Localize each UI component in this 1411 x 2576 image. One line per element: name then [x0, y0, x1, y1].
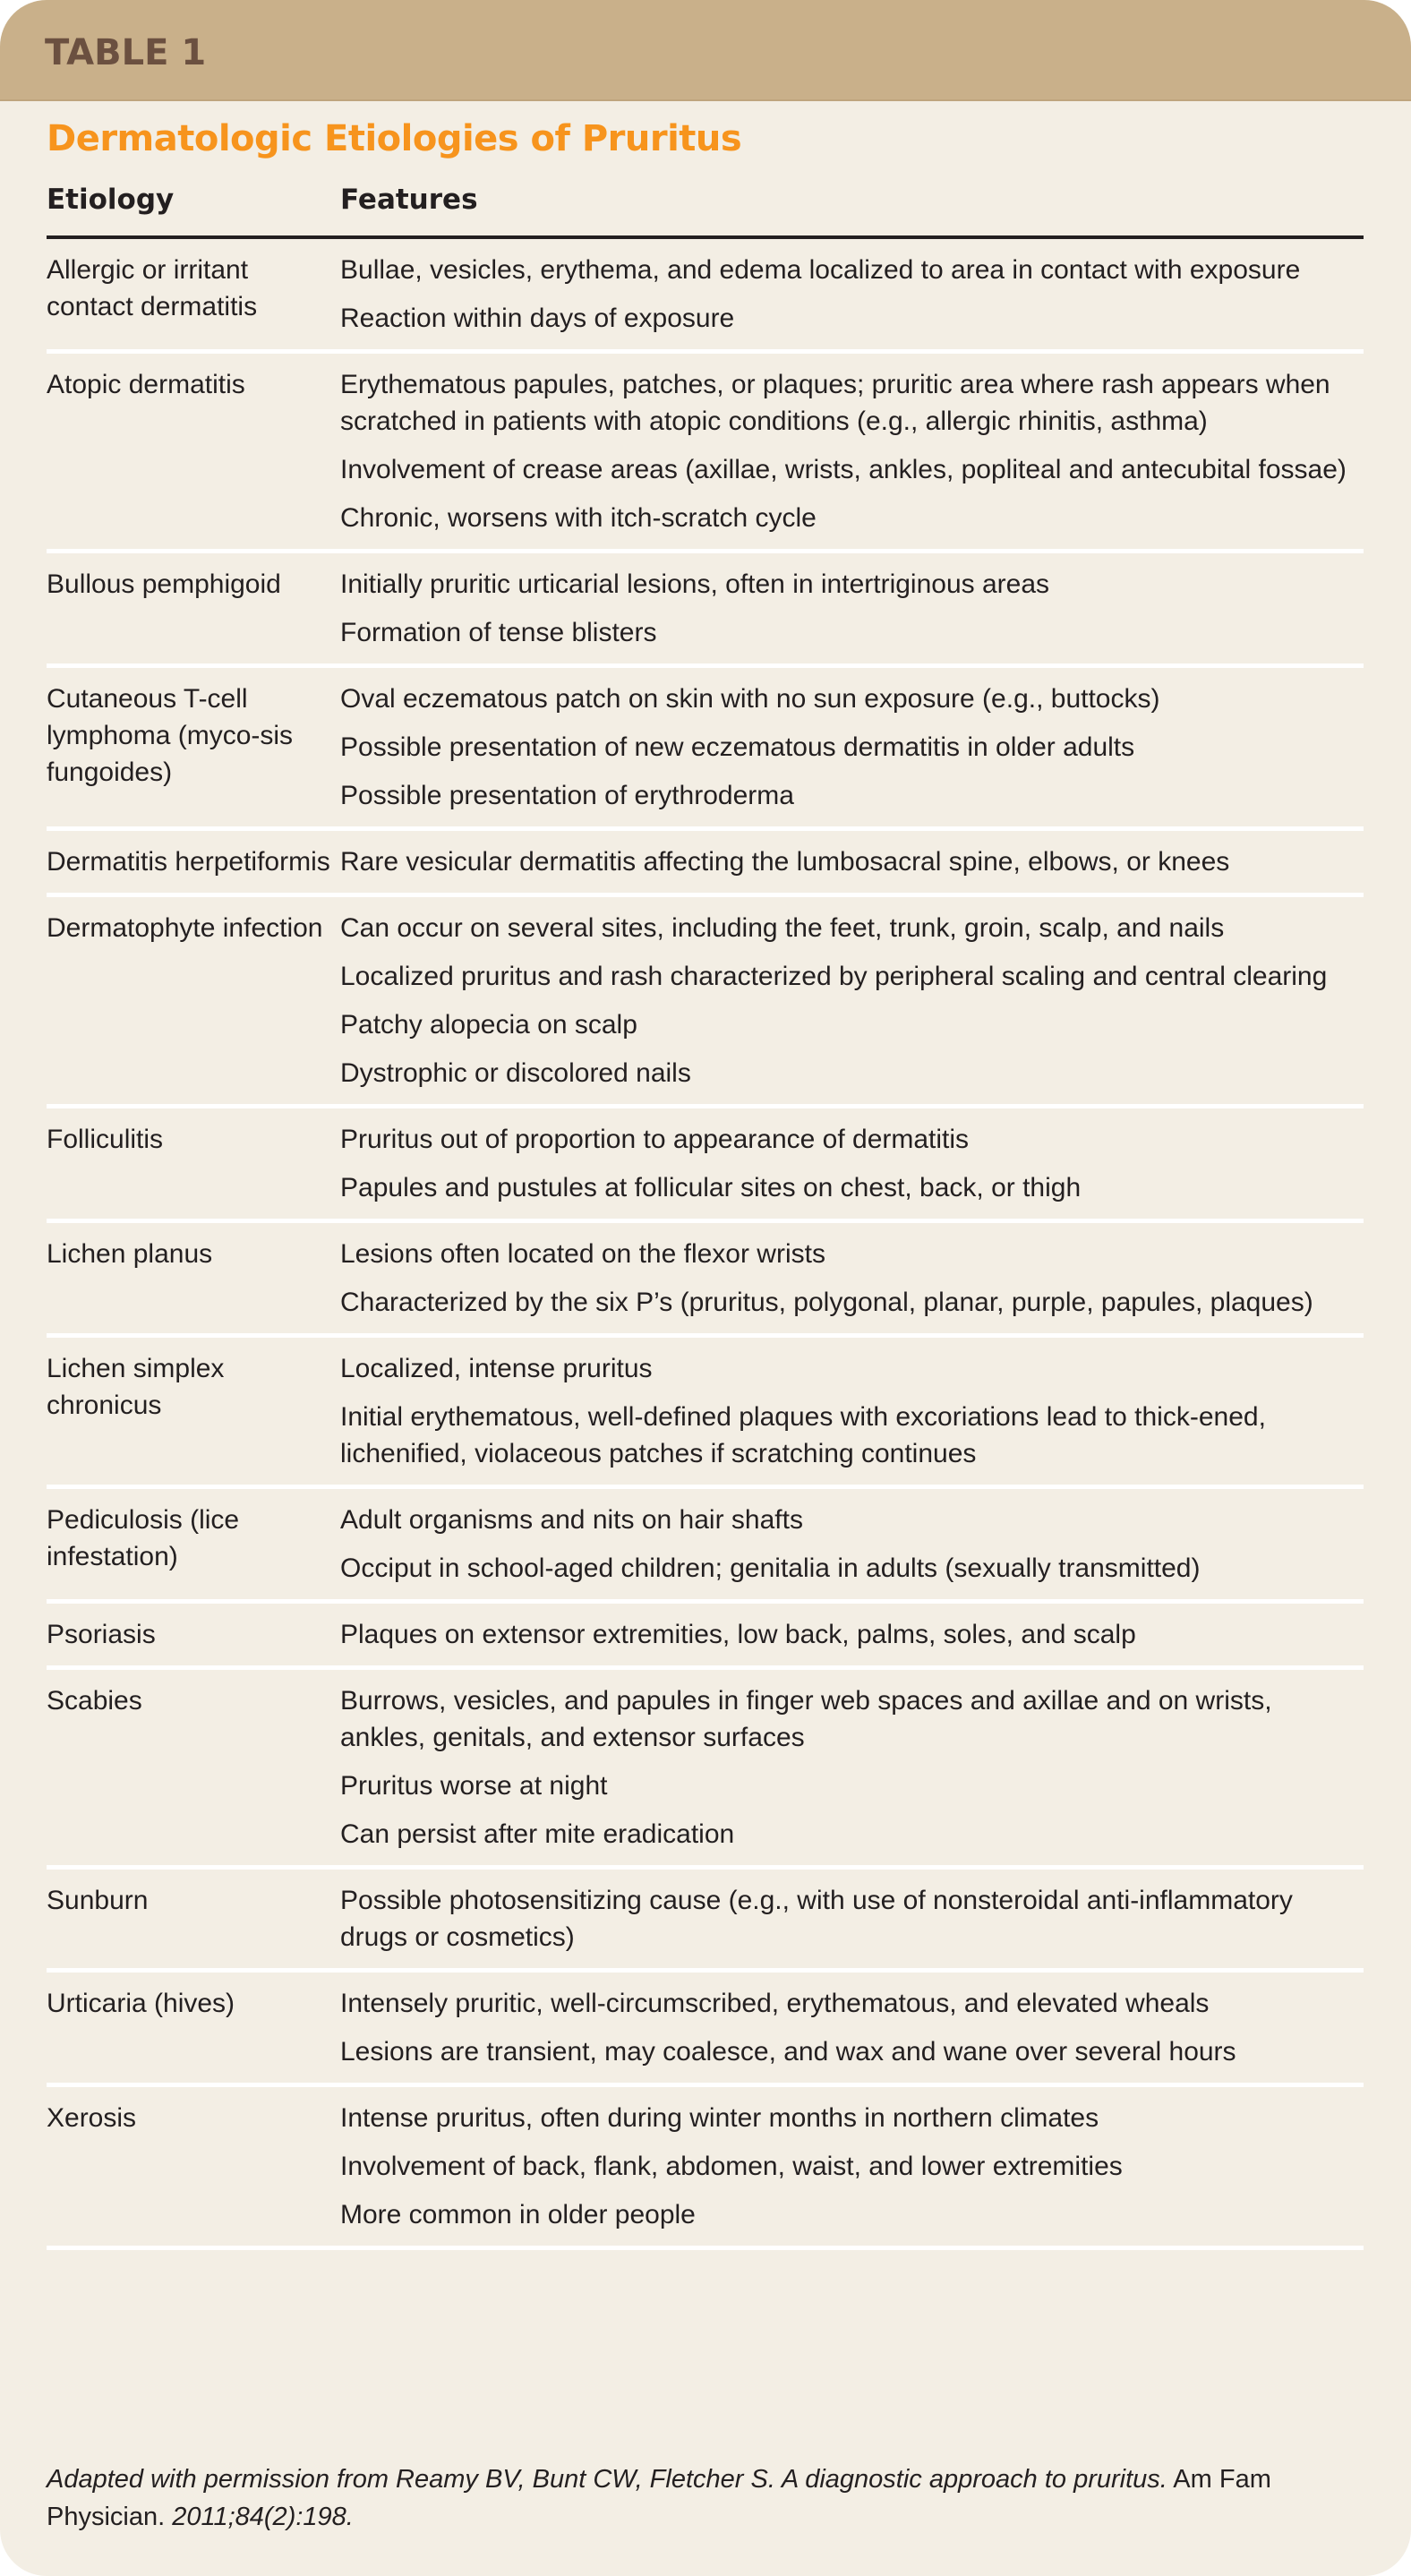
feature-item: Possible photosensitizing cause (e.g., with use of nonsteroidal anti-inflammatory drugs or cosmetics)	[340, 1886, 1293, 1952]
table-row	[47, 354, 1364, 553]
table-row	[47, 553, 1364, 668]
feature-item: Initially pruritic urticarial lesions, often in intertriginous areas	[340, 569, 1050, 599]
table-row	[47, 1489, 1364, 1604]
features-cell	[340, 1985, 1364, 2070]
features-cell	[340, 910, 1364, 1091]
feature-item: Formation of tense blisters	[340, 618, 657, 647]
etiology-cell: Lichen simplex chronicus	[47, 1354, 225, 1420]
feature-item: Rare vesicular dermatitis affecting the lumbosacral spine, elbows, or knees	[340, 847, 1230, 877]
footnote-citation: Adapted with permission from Reamy BV, Bunt CW, Fletcher S. A diagnostic approach to pruritus.	[47, 2465, 1167, 2494]
etiology-cell: Sunburn	[47, 1886, 149, 1915]
feature-item: Localized, intense pruritus	[340, 1354, 653, 1383]
etiology-cell: Atopic dermatitis	[47, 370, 245, 399]
table-row	[47, 1670, 1364, 1870]
features-cell	[340, 366, 1364, 536]
feature-item: Plaques on extensor extremities, low back, palms, soles, and scalp	[340, 1620, 1136, 1649]
feature-item: Pruritus out of proportion to appearance of dermatitis	[340, 1125, 970, 1154]
etiology-cell: Psoriasis	[47, 1620, 156, 1649]
table-row	[47, 831, 1364, 897]
features-cell	[340, 1236, 1364, 1321]
feature-item: Involvement of crease areas (axillae, wrists, ankles, popliteal and antecubital fossae)	[340, 455, 1347, 484]
features-cell	[340, 1682, 1364, 1853]
feature-item: Localized pruritus and rash characterized by peripheral scaling and central clearing	[340, 962, 1328, 991]
feature-item: Patchy alopecia on scalp	[340, 1010, 637, 1040]
feature-item: Chronic, worsens with itch-scratch cycle	[340, 503, 817, 533]
features-cell	[340, 1882, 1364, 1956]
table-row	[47, 668, 1364, 831]
feature-item: Initial erythematous, well-defined plaques with excoriations lead to thick-ened, lichenified, violaceous patches if scratching continues	[340, 1402, 1266, 1468]
table-row	[47, 1223, 1364, 1338]
etiology-cell: Cutaneous T-cell lymphoma (myco-sis fungoides)	[47, 684, 294, 787]
table-row	[47, 1604, 1364, 1670]
feature-item: Can occur on several sites, including the feet, trunk, groin, scalp, and nails	[340, 913, 1225, 943]
etiology-cell: Dermatophyte infection	[47, 913, 323, 943]
column-header-features: Features	[340, 184, 478, 216]
table-number-label: TABLE 1	[45, 32, 207, 73]
feature-item: Lesions often located on the flexor wrists	[340, 1239, 825, 1269]
features-cell	[340, 1121, 1364, 1206]
table-row	[47, 239, 1364, 354]
features-cell	[340, 680, 1364, 814]
feature-item: Adult organisms and nits on hair shafts	[340, 1505, 803, 1535]
feature-item: Bullae, vesicles, erythema, and edema localized to area in contact with exposure	[340, 255, 1301, 285]
column-header-etiology: Etiology	[47, 184, 175, 216]
etiology-cell: Folliculitis	[47, 1125, 164, 1154]
features-cell	[340, 1616, 1364, 1653]
etiology-cell: Allergic or irritant contact dermatitis	[47, 255, 258, 321]
feature-item: Reaction within days of exposure	[340, 304, 735, 333]
feature-item: Pruritus worse at night	[340, 1771, 608, 1801]
etiology-cell: Bullous pemphigoid	[47, 569, 281, 599]
features-cell	[340, 843, 1364, 880]
feature-item: Characterized by the six P’s (pruritus, polygonal, planar, purple, papules, plaques)	[340, 1288, 1313, 1317]
feature-item: More common in older people	[340, 2200, 696, 2229]
table-row	[47, 1973, 1364, 2087]
table-row	[47, 1870, 1364, 1973]
etiology-cell: Urticaria (hives)	[47, 1989, 235, 2018]
table-row	[47, 897, 1364, 1108]
feature-item: Burrows, vesicles, and papules in finger web spaces and axillae and on wrists, ankles, genitals, and extensor surfaces	[340, 1686, 1272, 1752]
source-footnote	[47, 2460, 1364, 2536]
feature-item: Possible presentation of new eczematous dermatitis in older adults	[340, 732, 1135, 762]
feature-item: Dystrophic or discolored nails	[340, 1058, 691, 1088]
etiology-cell: Lichen planus	[47, 1239, 213, 1269]
footnote-volume: 2011;84(2):198.	[165, 2503, 354, 2531]
features-cell	[340, 252, 1364, 337]
etiology-cell: Dermatitis herpetiformis	[47, 847, 330, 877]
feature-item: Oval eczematous patch on skin with no sun exposure (e.g., buttocks)	[340, 684, 1160, 714]
footnote-journal: Am Fam Physician.	[47, 2465, 1271, 2531]
features-cell	[340, 1350, 1364, 1472]
feature-item: Involvement of back, flank, abdomen, waist, and lower extremities	[340, 2152, 1123, 2181]
feature-item: Intense pruritus, often during winter months in northern climates	[340, 2103, 1099, 2133]
features-cell	[340, 566, 1364, 651]
table-row	[47, 2087, 1364, 2250]
table-row	[47, 1338, 1364, 1489]
etiology-cell: Xerosis	[47, 2103, 137, 2133]
table-body	[47, 239, 1364, 2250]
feature-item: Can persist after mite eradication	[340, 1819, 735, 1849]
features-cell	[340, 1502, 1364, 1587]
table-row	[47, 1108, 1364, 1223]
feature-item: Lesions are transient, may coalesce, and wax and wane over several hours	[340, 2037, 1236, 2067]
etiology-cell: Pediculosis (lice infestation)	[47, 1505, 240, 1571]
table-header-bar	[0, 0, 1411, 101]
etiology-cell: Scabies	[47, 1686, 142, 1716]
feature-item: Erythematous papules, patches, or plaques; pruritic area where rash appears when scratched in patients with atopic conditions (e.g., allergic rhinitis, asthma)	[340, 370, 1330, 436]
feature-item: Papules and pustules at follicular sites on chest, back, or thigh	[340, 1173, 1082, 1202]
features-cell	[340, 2100, 1364, 2233]
table-title: Dermatologic Etiologies of Pruritus	[47, 118, 742, 159]
feature-item: Possible presentation of erythroderma	[340, 781, 794, 810]
feature-item: Occiput in school-aged children; genitalia in adults (sexually transmitted)	[340, 1553, 1201, 1583]
feature-item: Intensely pruritic, well-circumscribed, erythematous, and elevated wheals	[340, 1989, 1210, 2018]
